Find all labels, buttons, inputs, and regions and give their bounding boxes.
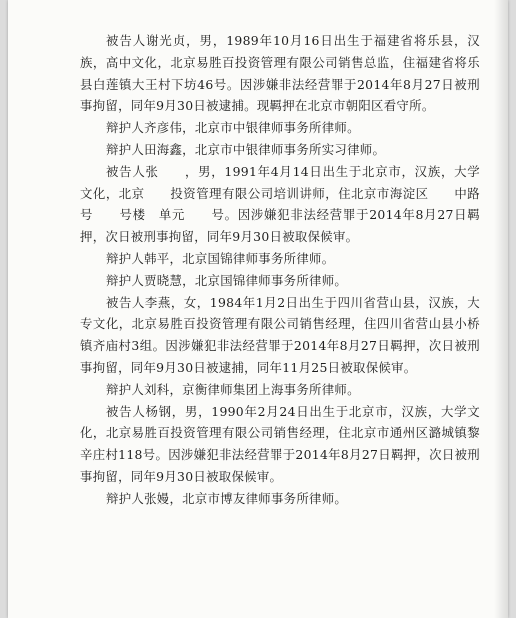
paragraph-defender-jia: 辩护人贾晓慧，北京国锦律师事务所律师。	[106, 272, 348, 288]
document-body	[80, 30, 493, 510]
paragraph-defender-liu: 辩护人刘科，京衡律师集团上海事务所律师。	[106, 381, 360, 397]
document-page	[8, 0, 508, 618]
paragraph-defendant-yang: 被告人杨钢，男，1990年2月24日出生于北京市，汉族，大学文化，北京易胜百投资管理有限公司销售经理，住北京市通州区潞城镇黎辛庄村118号。因涉嫌犯非法经营罪于2014年8月27日羁押，次日被刑事拘留，同年9月30日被取保候审。	[80, 403, 480, 484]
paragraph-defender-han: 辩护人韩平，北京国锦律师事务所律师。	[106, 250, 335, 266]
paragraph-defender-zhang-man: 辩护人张嫚，北京市博友律师事务所律师。	[106, 490, 348, 506]
paragraph-defendant-xie: 被告人谢光贞，男，1989年10月16日出生于福建省将乐县，汉族，高中文化，北京易胜百投资管理有限公司销售总监，住福建省将乐县白莲镇大王村下坊46号。因涉嫌非法经营罪于2014年8月27日被刑事拘留，同年9月30日被逮捕。现羁押在北京市朝阳区看守所。	[80, 33, 480, 114]
paragraph-defendant-li: 被告人李燕，女，1984年1月2日出生于四川省营山县，汉族，大专文化，北京易胜百投资管理有限公司销售经理，住四川省营山县小桥镇齐庙村3组。因涉嫌犯非法经营罪于2014年8月27日羁押，次日被刑事拘留，同年9月30日被逮捕，同年11月25日被取保候审。	[80, 294, 480, 375]
paragraph-defender-qi: 辩护人齐彦伟，北京市中银律师事务所律师。	[106, 120, 360, 136]
paragraph-defendant-zhang: 被告人张 ，男，1991年4月14日出生于北京市，汉族，大学文化，北京 投资管理有限公司培训讲师，住北京市海淀区 中路 号 号楼 单元 号。因涉嫌犯非法经营罪于2014年8月27日羁押，次日被刑事拘留，同年9月30日被取保候审。	[80, 163, 493, 245]
paragraph-defender-tian: 辩护人田海鑫，北京市中银律师事务所实习律师。	[106, 141, 386, 157]
